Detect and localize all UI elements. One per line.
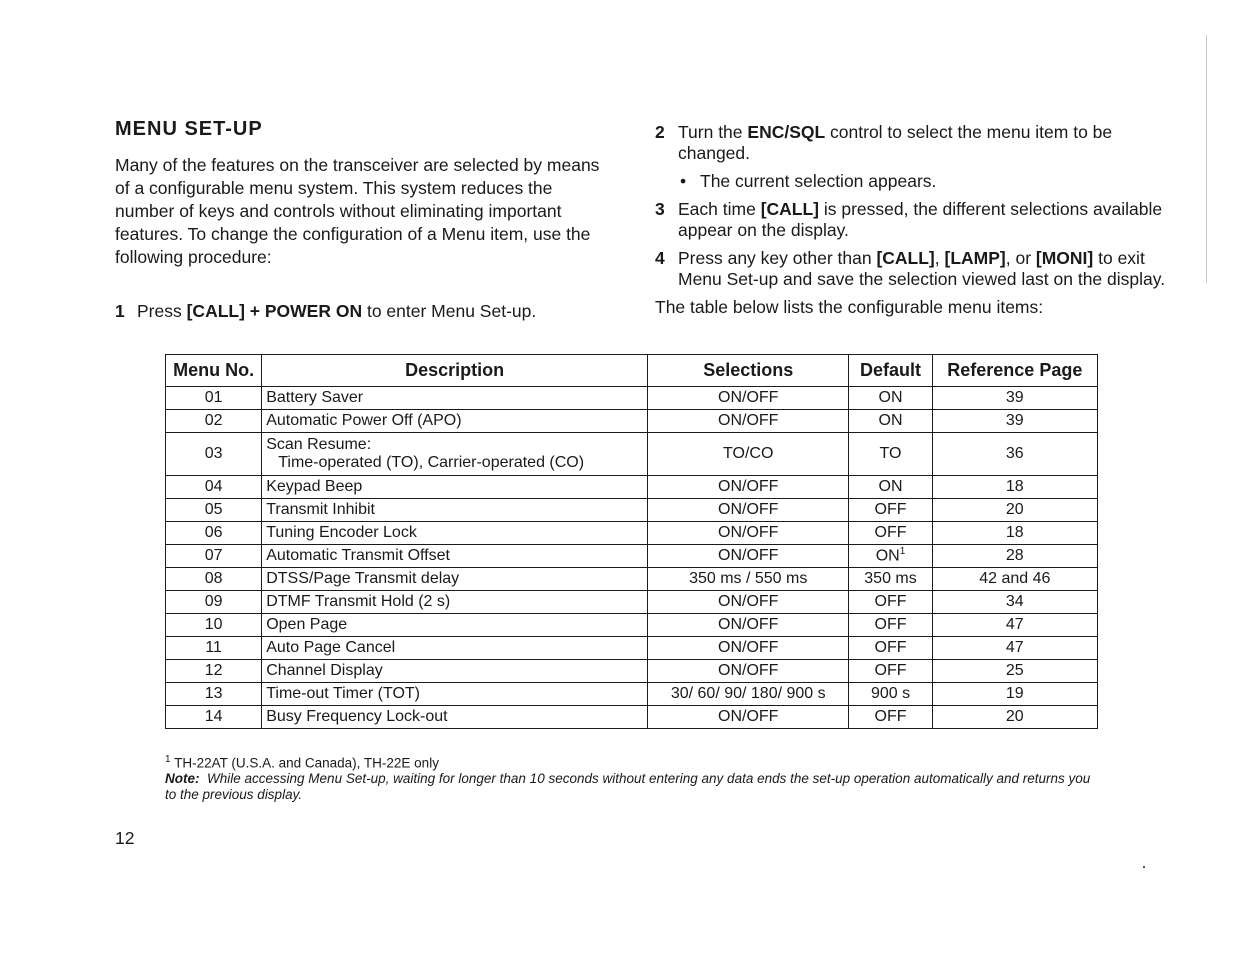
description-text: Channel Display xyxy=(266,662,383,679)
page-number: 12 xyxy=(115,828,135,848)
cell-description xyxy=(262,660,648,683)
cell-menu-no: 07 xyxy=(166,545,262,568)
cell-selections: ON/OFF xyxy=(648,476,849,499)
note-text: While accessing Menu Set-up, waiting for longer than 10 seconds without entering any data ends the set-up operation automatically and returns you to the previous display. xyxy=(165,771,1091,802)
default-value: ON xyxy=(875,547,900,565)
step-number: 1 xyxy=(115,301,125,321)
description-text: Open Page xyxy=(266,616,348,633)
table-row xyxy=(166,476,1098,499)
table-row xyxy=(166,660,1098,683)
step-text: to enter Menu Set-up. xyxy=(362,301,537,321)
cell-menu-no: 02 xyxy=(166,410,262,433)
footnote-text: TH-22AT (U.S.A. and Canada), TH-22E only xyxy=(174,755,439,771)
cell-reference-page: 36 xyxy=(932,433,1097,476)
default-value: ON xyxy=(878,389,903,406)
cell-default xyxy=(849,499,932,522)
bullet-item: • The current selection appears. xyxy=(655,171,1180,192)
header-selections: Selections xyxy=(648,355,849,387)
control-enc-sql: ENC/SQL xyxy=(747,122,826,142)
description-text: Time-out Timer (TOT) xyxy=(266,685,420,702)
step-text: is pressed, the different selections available appear on the display. xyxy=(678,199,1163,240)
cell-menu-no: 03 xyxy=(166,433,262,476)
default-value: OFF xyxy=(874,501,907,518)
description-detail: Time-operated (TO), Carrier-operated (CO) xyxy=(278,454,585,471)
step-number: 4 xyxy=(655,248,665,268)
description-text: Busy Frequency Lock-out xyxy=(266,708,448,725)
key-call: [CALL] xyxy=(760,199,819,219)
table-row xyxy=(166,568,1098,591)
cell-default xyxy=(849,614,932,637)
cell-selections: 350 ms / 550 ms xyxy=(648,568,849,591)
cell-selections: ON/OFF xyxy=(648,410,849,433)
cell-default xyxy=(849,637,932,660)
default-value: ON xyxy=(878,412,903,429)
cell-reference-page: 39 xyxy=(932,410,1097,433)
key-call-power: [CALL] + POWER ON xyxy=(186,301,363,321)
cell-menu-no: 01 xyxy=(166,387,262,410)
cell-menu-no: 08 xyxy=(166,568,262,591)
cell-reference-page: 42 and 46 xyxy=(932,568,1097,591)
default-value: OFF xyxy=(874,708,907,725)
footnote xyxy=(165,754,439,771)
default-value: OFF xyxy=(874,639,907,656)
step-number: 2 xyxy=(655,122,665,142)
cell-reference-page: 18 xyxy=(932,476,1097,499)
intro-paragraph: Many of the features on the transceiver are selected by means of a configurable menu system. This system reduces the number of keys and controls without eliminating important features. To change the configuration of a Menu item, use the following procedure: xyxy=(115,155,600,267)
table-header-row xyxy=(166,355,1098,387)
cell-description xyxy=(262,591,648,614)
table-row xyxy=(166,637,1098,660)
table-row xyxy=(166,522,1098,545)
page-title: MENU SET-UP xyxy=(115,118,263,140)
cell-default xyxy=(849,706,932,729)
cell-selections: ON/OFF xyxy=(648,387,849,410)
key-moni: [MONI] xyxy=(1035,248,1094,268)
step-3 xyxy=(655,199,1180,241)
default-value: TO xyxy=(879,445,902,462)
cell-description xyxy=(262,476,648,499)
step-text: , xyxy=(934,248,945,268)
cell-reference-page: 34 xyxy=(932,591,1097,614)
step-text: , or xyxy=(1005,248,1036,268)
step-2 xyxy=(655,122,1180,164)
cell-menu-no: 06 xyxy=(166,522,262,545)
table-row xyxy=(166,706,1098,729)
header-description: Description xyxy=(262,355,648,387)
cell-menu-no: 05 xyxy=(166,499,262,522)
cell-selections: ON/OFF xyxy=(648,637,849,660)
cell-selections: ON/OFF xyxy=(648,545,849,568)
cell-menu-no: 12 xyxy=(166,660,262,683)
cell-selections: ON/OFF xyxy=(648,614,849,637)
cell-selections: ON/OFF xyxy=(648,499,849,522)
step-number: 3 xyxy=(655,199,665,219)
cell-reference-page: 20 xyxy=(932,706,1097,729)
cell-description xyxy=(262,614,648,637)
description-text: Tuning Encoder Lock xyxy=(266,524,417,541)
default-value: ON xyxy=(878,478,903,495)
cell-default xyxy=(849,387,932,410)
cell-default xyxy=(849,545,932,568)
table-row xyxy=(166,433,1098,476)
margin-rule xyxy=(1206,35,1207,283)
description-text: Keypad Beep xyxy=(266,478,363,495)
cell-reference-page: 18 xyxy=(932,522,1097,545)
cell-selections: TO/CO xyxy=(648,433,849,476)
cell-default xyxy=(849,683,932,706)
cell-reference-page: 28 xyxy=(932,545,1097,568)
description-text: DTSS/Page Transmit delay xyxy=(266,570,460,587)
table-intro: The table below lists the configurable menu items: xyxy=(655,297,1044,317)
speck xyxy=(1143,866,1145,868)
cell-selections: ON/OFF xyxy=(648,522,849,545)
cell-menu-no: 14 xyxy=(166,706,262,729)
default-value: OFF xyxy=(874,593,907,610)
step-1 xyxy=(115,301,536,322)
cell-selections: ON/OFF xyxy=(648,706,849,729)
cell-menu-no: 09 xyxy=(166,591,262,614)
cell-selections: 30/ 60/ 90/ 180/ 900 s xyxy=(648,683,849,706)
cell-reference-page: 19 xyxy=(932,683,1097,706)
step-text: Each time xyxy=(678,199,761,219)
menu-table xyxy=(165,354,1098,729)
default-value: OFF xyxy=(874,524,907,541)
cell-default xyxy=(849,433,932,476)
cell-description xyxy=(262,568,648,591)
description-text: Scan Resume: xyxy=(266,436,372,453)
note-label: Note: xyxy=(165,771,200,786)
cell-description xyxy=(262,637,648,660)
cell-menu-no: 10 xyxy=(166,614,262,637)
table-row xyxy=(166,591,1098,614)
cell-reference-page: 39 xyxy=(932,387,1097,410)
footnote-ref: 1 xyxy=(899,546,906,558)
step-text: Press any key other than xyxy=(678,248,877,268)
note xyxy=(165,771,1105,803)
table-row xyxy=(166,545,1098,568)
cell-menu-no: 13 xyxy=(166,683,262,706)
cell-selections: ON/OFF xyxy=(648,591,849,614)
cell-reference-page: 47 xyxy=(932,637,1097,660)
cell-description xyxy=(262,410,648,433)
cell-menu-no: 11 xyxy=(166,637,262,660)
step-text: Turn the xyxy=(678,122,748,142)
cell-description xyxy=(262,706,648,729)
description-text: Auto Page Cancel xyxy=(266,639,396,656)
cell-default xyxy=(849,660,932,683)
step-text: control to select the menu item to be changed. xyxy=(678,122,1113,163)
description-text: DTMF Transmit Hold (2 s) xyxy=(266,593,451,610)
default-value: 900 s xyxy=(870,685,911,702)
description-text: Automatic Power Off (APO) xyxy=(266,412,462,429)
step-4 xyxy=(655,248,1180,290)
key-lamp: [LAMP] xyxy=(944,248,1006,268)
cell-description xyxy=(262,683,648,706)
table-row xyxy=(166,683,1098,706)
step-text: to exit Menu Set-up and save the selection viewed last on the display. xyxy=(678,248,1166,289)
cell-reference-page: 20 xyxy=(932,499,1097,522)
description-text: Transmit Inhibit xyxy=(266,501,375,518)
header-reference-page: Reference Page xyxy=(932,355,1097,387)
table-body xyxy=(166,387,1098,729)
header-default: Default xyxy=(849,355,932,387)
cell-description xyxy=(262,499,648,522)
cell-menu-no: 04 xyxy=(166,476,262,499)
cell-selections: ON/OFF xyxy=(648,660,849,683)
cell-description xyxy=(262,433,648,476)
default-value: 350 ms xyxy=(864,570,917,587)
cell-description xyxy=(262,387,648,410)
table-row xyxy=(166,614,1098,637)
cell-description xyxy=(262,522,648,545)
table-row xyxy=(166,387,1098,410)
description-text: Automatic Transmit Offset xyxy=(266,547,450,564)
table-row xyxy=(166,410,1098,433)
table-row xyxy=(166,499,1098,522)
cell-default xyxy=(849,410,932,433)
default-value: OFF xyxy=(874,662,907,679)
step-text: Press xyxy=(137,301,187,321)
cell-description xyxy=(262,545,648,568)
cell-reference-page: 47 xyxy=(932,614,1097,637)
cell-reference-page: 25 xyxy=(932,660,1097,683)
cell-default xyxy=(849,476,932,499)
cell-default xyxy=(849,568,932,591)
footnote-mark: 1 xyxy=(165,754,171,765)
right-column xyxy=(655,122,1180,318)
header-menu-no: Menu No. xyxy=(166,355,262,387)
cell-default xyxy=(849,591,932,614)
cell-default xyxy=(849,522,932,545)
key-call: [CALL] xyxy=(876,248,935,268)
description-text: Battery Saver xyxy=(266,389,364,406)
default-value: OFF xyxy=(874,616,907,633)
